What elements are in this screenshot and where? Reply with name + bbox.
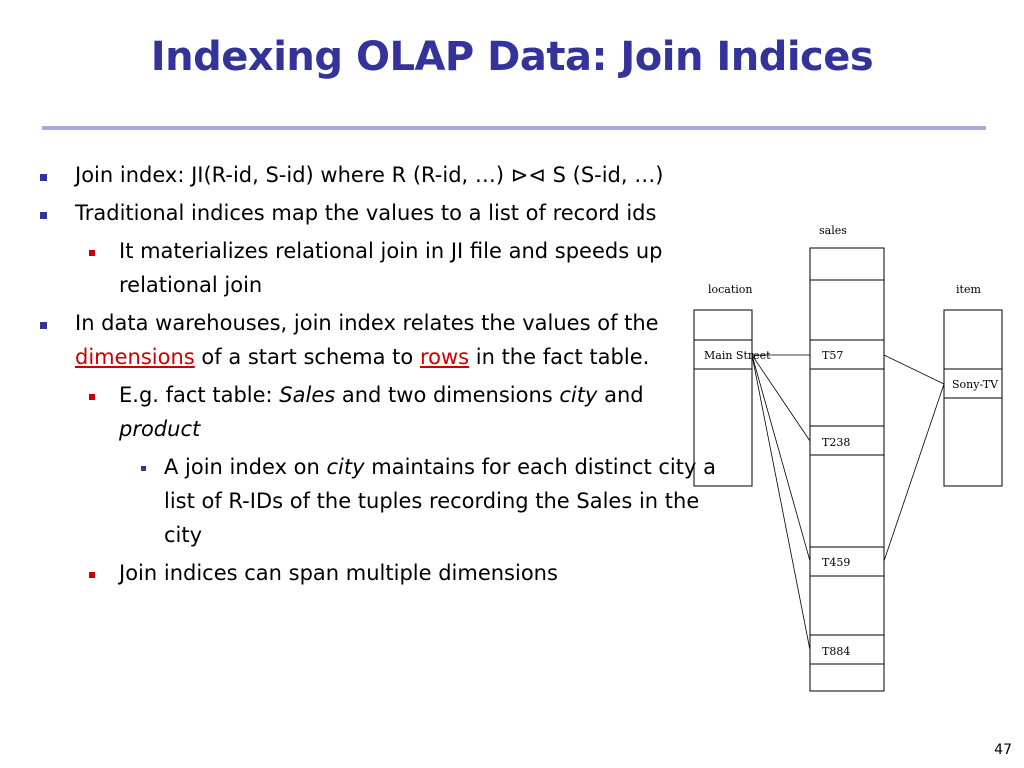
bullet-text-part: In data warehouses, join index relates the values of the	[75, 311, 659, 335]
join-links	[752, 355, 944, 650]
sales-row-t238: T238	[822, 436, 851, 449]
bullet-join-index-on-city	[36, 450, 716, 552]
rows-link[interactable]: rows	[419, 345, 470, 369]
location-table	[694, 310, 752, 486]
item-table-label: item	[956, 283, 981, 296]
emphasis-city: city	[326, 455, 365, 479]
bullet-text: Join index: JI(R-id, S-id) where R (R-id, …) ⊳⊲ S (S-id, …)	[75, 163, 664, 187]
bullet-span-multiple-dimensions	[36, 556, 716, 590]
bullet-square-icon	[40, 322, 47, 329]
bullet-text: It materializes relational join in JI file and speeds up relational join	[119, 239, 663, 297]
emphasis-sales: Sales	[279, 383, 336, 407]
bullet-square-icon	[89, 572, 95, 578]
bullet-text: Join indices can span multiple dimensions	[119, 561, 558, 585]
bullet-text: Traditional indices map the values to a list of record ids	[75, 201, 657, 225]
bullet-text-part: of a start schema to	[194, 345, 420, 369]
slide-title: Indexing OLAP Data: Join Indices	[150, 34, 874, 80]
location-main-street: Main Street	[704, 349, 771, 362]
bullet-text-part: in the fact table.	[469, 345, 650, 369]
item-sony-tv: Sony-TV	[952, 378, 999, 391]
bullet-square-icon	[89, 250, 95, 256]
dimensions-link[interactable]: dimensions	[75, 345, 195, 369]
sales-table-label: sales	[819, 224, 847, 237]
emphasis-city: city	[559, 383, 598, 407]
sales-row-t57: T57	[822, 349, 844, 362]
bullet-text-part: and	[597, 383, 644, 407]
bullet-traditional-indices	[36, 196, 716, 230]
bullet-text-part: E.g. fact table:	[119, 383, 280, 407]
bullet-text-part: maintains for each distinct city a list of R-IDs of the tuples recording the Sales in the city	[164, 455, 716, 547]
bullet-square-icon	[89, 394, 95, 400]
bullet-text-part: A join index on	[164, 455, 327, 479]
bullet-join-index-definition	[36, 158, 716, 192]
bullet-materializes-join	[36, 234, 716, 302]
bullet-square-icon	[40, 212, 47, 219]
sales-row-t884: T884	[822, 645, 851, 658]
join-index-diagram	[688, 218, 1018, 698]
emphasis-product: product	[119, 417, 201, 441]
bullet-text-part: and two dimensions	[335, 383, 560, 407]
title-divider	[42, 126, 986, 130]
bullet-data-warehouses	[36, 306, 716, 374]
page-number: 47	[994, 742, 1012, 758]
item-table	[944, 310, 1002, 486]
slide-body	[36, 158, 716, 594]
sales-row-t459: T459	[822, 556, 851, 569]
location-table-label: location	[708, 283, 753, 296]
bullet-fact-table-example	[36, 378, 716, 446]
bullet-square-icon	[40, 174, 47, 181]
bullet-square-icon	[141, 466, 146, 471]
sales-table	[810, 248, 884, 691]
